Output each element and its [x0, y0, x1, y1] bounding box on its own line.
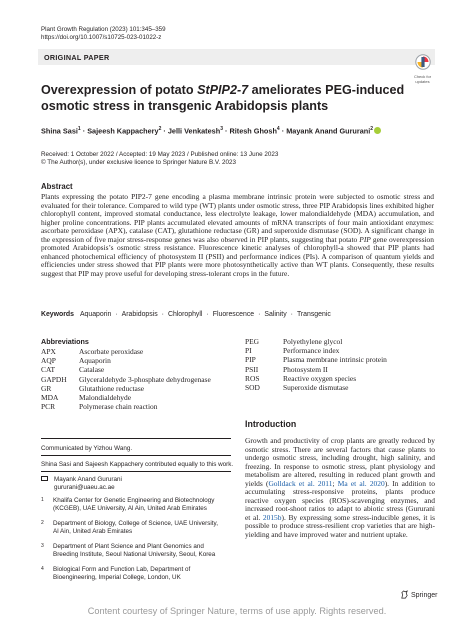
abbreviations-heading: Abbreviations [41, 337, 89, 346]
abbreviation-definition: Performance index [283, 346, 340, 356]
abbreviation-term: GR [41, 383, 52, 393]
affiliation-number: 4 [41, 566, 44, 572]
abstract-body: Plants expressing the potato PIP2-7 gene encoding a plasma membrane intrinsic protein were subjected to osmotic stress and evaluated for their tolerance. Compared to wild type (WT) plants under osmotic stress, three PIP Arabidopsis lines exhibited higher chlorophyll content, improved stomatal conductance, less electrolyte leakage, lower malondialdehyde (MDA) accumulation, and higher proline concentrations. PIP plants accumulated elevated amounts of mRNA transcripts of four main antioxidant enzymes: ascorbate peroxidase (APX), catalase (CAT), glutathione reductase (GR) and superoxide dismutase (SOD). A significant change in the expression of five major stress-response genes was also observed in PIP plants, suggesting that potato PIP gene overexpression promoted Arabidopsis’s osmotic stress resistance. Fluorescence kinetic analyses of chlorophyll-a showed that PIP plants had enhanced photochemical efficiency of photosystem II (PSII) and performance indices (PIs). A comparison of quantum yields and efficiencies under stress showed that PIP plants were more photosynthetically active than WT plants. Consequently, these results suggest that PIP may prove useful for developing stress-tolerant crops in the future. [41, 192, 434, 278]
keyword: Aquaporin [79, 311, 112, 318]
abbreviations-left-column [41, 347, 236, 411]
abbreviation-row [41, 356, 236, 365]
article-title: Overexpression of potato StPIP2-7 ameliorates PEG-induced osmotic stress in transgenic Arabidopsis plants [41, 83, 405, 113]
abbreviation-row [245, 365, 440, 374]
orcid-icon[interactable] [374, 127, 381, 134]
corresponding-author-email[interactable]: gururani@uaeu.ac.ae [54, 484, 115, 492]
springer-horse-icon [400, 590, 409, 599]
keyword: Transgenic [296, 311, 331, 318]
title-gene-name: StPIP2-7 [197, 83, 249, 97]
envelope-icon [41, 476, 48, 481]
abbreviation-row [41, 347, 236, 356]
affiliation-number: 3 [41, 543, 44, 549]
keyword: Fluorescence [212, 311, 255, 318]
author-name[interactable]: Jelli Venkatesh [167, 126, 221, 136]
keyword-separator: · [115, 311, 118, 318]
abbreviation-row [41, 384, 236, 393]
abbreviation-term: PIP [245, 355, 256, 365]
abbreviation-term: PSII [245, 364, 259, 374]
crossmark-label: Check for updates [413, 74, 432, 84]
abbreviation-row [41, 402, 236, 411]
abbreviation-row [245, 337, 440, 346]
keywords-label: Keywords [41, 311, 74, 318]
abbreviation-definition: Polyethylene glycol [283, 337, 343, 346]
author-name[interactable]: Ritesh Ghosh [229, 126, 277, 136]
abbreviation-definition: Photosystem II [283, 364, 328, 374]
crossmark-icon [415, 54, 431, 70]
author-separator: · [222, 126, 230, 136]
journal-citation: Plant Growth Regulation (2023) 101:345–359 [41, 26, 166, 33]
author-name[interactable]: Shina Sasi [41, 126, 78, 136]
keyword: Salinity [264, 311, 287, 318]
abbreviation-definition: Catalase [79, 365, 105, 375]
article-type-label: ORIGINAL PAPER [44, 53, 110, 62]
keyword-separator: · [258, 311, 261, 318]
abbreviation-row [41, 393, 236, 402]
author-affiliation-number: 2 [158, 126, 162, 132]
abbreviation-definition: Glyceraldehyde 3-phosphate dehydrogenase [79, 374, 211, 384]
affiliation-number: 2 [41, 520, 44, 526]
abbreviation-term: ROS [245, 373, 260, 383]
abbreviation-definition: Reactive oxygen species [283, 373, 357, 383]
keyword-separator: · [161, 311, 164, 318]
abbreviation-term: MDA [41, 392, 59, 402]
footnote-divider [41, 438, 231, 439]
equal-contribution-note: Shina Sasi and Sajeesh Kappachery contributed equally to this work. [41, 461, 234, 468]
abbreviation-definition: Aquaporin [79, 356, 111, 366]
abstract-heading: Abstract [41, 182, 73, 191]
author-name[interactable]: Sajeesh Kappachery [87, 126, 159, 136]
abbreviation-row [245, 374, 440, 383]
affiliation-line: (KCGEB), UAE University, Al Ain, United Arab Emirates [53, 505, 207, 513]
introduction-body: Growth and productivity of crop plants are greatly reduced by osmotic stress. There are several factors that cause plants to undergo osmotic stress, including drought, high salinity, and freezing. In response to osmotic stress, plant physiology and metabolism are altered, resulting in reduced plant growth and yields (Golldack et al. 2011; Ma et al. 2020). In addition to accumulating stress-responsive proteins, plants produce reactive oxygen species (ROS)-scavenging enzymes, and increased root-shoot ratios to adapt to abiotic stress (Gururani et al. 2015b). By expressing some stress-inducible genes, it is possible to produce stress-resilient crop varieties that are high-yielding and have improved water and nutrient uptake. [245, 436, 435, 540]
abbreviation-row [245, 383, 440, 392]
author-affiliation-number: 3 [220, 126, 223, 132]
corresponding-author [41, 476, 122, 493]
abbreviation-definition: Malondialdehyde [79, 392, 132, 402]
abbreviation-term: AQP [41, 356, 56, 366]
affiliation-number: 1 [41, 497, 44, 503]
author-affiliation-number: 4 [276, 126, 280, 132]
corresponding-author-name: Mayank Anand Gururani [54, 476, 122, 483]
author-separator: · [279, 126, 287, 136]
affiliation-line: Al Ain, United Arab Emirates [53, 528, 133, 536]
affiliation-line: Department of Plant Science and Plant Genomics and [53, 543, 204, 550]
keyword-separator: · [206, 311, 209, 318]
abbreviation-term: CAT [41, 365, 56, 375]
abbreviation-definition: Glutathione reductase [79, 383, 145, 393]
affiliation-line: Khalifa Center for Genetic Engineering and Biotechnology [53, 497, 215, 504]
abbreviation-term: GAPDH [41, 374, 67, 384]
introduction-heading: Introduction [245, 419, 297, 429]
keywords [41, 311, 331, 318]
affiliation-line: Bioengineering, Imperial College, London, UK [53, 574, 181, 582]
publisher-name: Springer [411, 592, 438, 599]
abbreviations-right-column [245, 337, 440, 392]
author-separator: · [80, 126, 88, 136]
copyright-line: © The Author(s), under exclusive licence to Springer Nature B.V. 2023 [41, 159, 237, 167]
journal-header [41, 26, 166, 43]
footnote-divider [41, 471, 231, 472]
abbreviation-definition: Plasma membrane intrinsic protein [283, 355, 387, 365]
author-list [41, 126, 441, 135]
article-type-banner [38, 49, 435, 65]
affiliation-line: Breeding Institute, Seoul National University, Seoul, Korea [53, 551, 216, 559]
author-name[interactable]: Mayank Anand Gururani [286, 126, 371, 136]
abbreviation-term: PEG [245, 337, 260, 346]
keyword-separator: · [290, 311, 293, 318]
abbreviation-row [245, 346, 440, 355]
courtesy-footer: Content courtesy of Springer Nature, terms of use apply. Rights reserved. [87, 606, 387, 616]
doi-link[interactable]: https://doi.org/10.1007/s10725-023-01022-z [41, 34, 162, 42]
author-separator: · [161, 126, 168, 136]
abbreviation-row [245, 355, 440, 364]
check-for-updates-badge[interactable] [410, 54, 435, 84]
abbreviation-row [41, 365, 236, 374]
footnote-divider [41, 455, 231, 456]
publication-dates [41, 151, 278, 168]
author-affiliation-number: 1 [77, 126, 81, 132]
affiliation-line: Biological Form and Function Lab, Department of [53, 566, 191, 573]
abbreviation-term: PI [245, 346, 252, 356]
citation-link[interactable]: Ma et al. 2020 [337, 478, 385, 488]
keyword: Chlorophyll [167, 311, 203, 318]
keyword: Arabidopsis [121, 311, 158, 318]
dates-line: Received: 1 October 2022 / Accepted: 19 May 2023 / Published online: 13 June 2023 [41, 151, 279, 158]
abbreviation-row [41, 375, 236, 384]
abbreviation-definition: Superoxide dismutase [283, 382, 349, 392]
abbreviation-term: PCR [41, 402, 56, 412]
citation-link[interactable]: 2015b [262, 512, 282, 522]
abbreviation-term: APX [41, 347, 56, 356]
affiliation-line: Department of Biology, College of Science, UAE University, [53, 520, 218, 527]
author-affiliation-number: 2 [370, 126, 374, 132]
citation-link[interactable]: Golldack et al. 2011 [268, 478, 333, 488]
publisher-logo [400, 590, 437, 599]
abbreviation-definition: Polymerase chain reaction [79, 402, 158, 412]
abbreviation-definition: Ascorbate peroxidase [79, 347, 144, 356]
communicated-by: Communicated by Yizhou Wang. [41, 445, 133, 452]
abbreviation-term: SOD [245, 382, 260, 392]
